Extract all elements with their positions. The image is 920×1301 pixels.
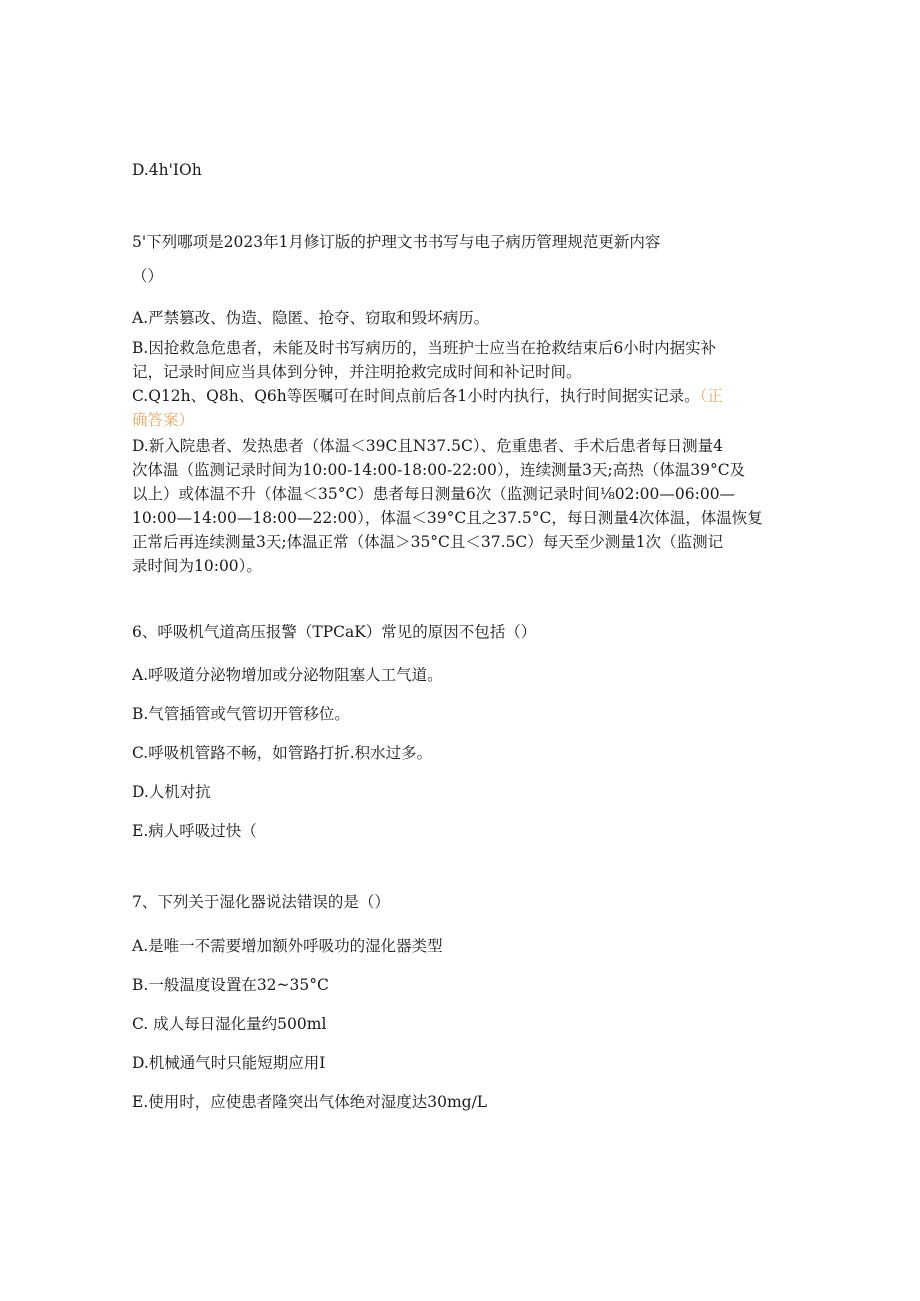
q5-option-d-line2: 次体温（监测记录时间为10:00-14:00-18:00-22:00），连续测量3天;高热（体温39°C及	[132, 461, 746, 479]
q5-option-d-line1: D.新入院患者、发热患者（体温＜39C且N37.5C）、危重患者、手术后患者每日测量4	[132, 437, 723, 455]
q5-option-d-line4: 10:00—14:00—18:00—22:00），体温＜39°C且之37.5°C，每日测量4次体温，体温恢复	[132, 509, 763, 527]
q6-option-d: D.人机对抗	[132, 783, 211, 801]
q7-stem: 7、下列关于湿化器说法错误的是（）	[132, 893, 390, 911]
q5-option-a: A.严禁篡改、伪造、隐匿、抢夺、窃取和毁坏病历。	[132, 309, 490, 327]
q5-option-b-line1: B.因抢救急危患者，未能及时书写病历的，当班护士应当在抢救结束后6小时内据实补	[132, 339, 717, 357]
q6-stem: 6、呼吸机气道高压报警（TPCaK）常见的原因不包括（）	[132, 623, 537, 641]
q7-option-a: A.是唯一不需要增加额外呼吸功的湿化器类型	[132, 937, 443, 955]
q5-option-c-text: C.Q12h、Q8h、Q6h等医嘱可在时间点前后各1小时内执行，执行时间据实记录。	[132, 387, 700, 405]
q5-option-b-line2: 记，记录时间应当具体到分钟，并注明抢救完成时间和补记时间。	[132, 363, 582, 381]
q5-correct-answer-mark-cont: 确答案）	[132, 411, 195, 429]
q5-correct-answer-mark: （正	[699, 387, 723, 405]
q6-option-c: C.呼吸机管路不畅，如管路打折.积水过多。	[132, 744, 433, 762]
q6-option-a: A.呼吸道分泌物增加或分泌物阻塞人工气道。	[132, 666, 443, 684]
q7-option-d: D.机械通气时只能短期应用I	[132, 1054, 326, 1072]
q5-option-d-line5: 正常后再连续测量3天;体温正常（体温＞35°C且＜37.5C）每天至少测量1次（监测记	[132, 533, 724, 551]
q7-option-e: E.使用时，应使患者隆突出气体绝对湿度达30mg∕L	[132, 1093, 488, 1111]
q6-option-b: B.气管插管或气管切开管移位。	[132, 705, 350, 723]
q5-option-d-line6: 录时间为10:00）。	[132, 557, 262, 575]
q5-option-c-line1	[132, 384, 792, 409]
q5-paren: （）	[132, 267, 164, 285]
q4-option-d: D.4h'IOh	[132, 161, 202, 179]
q7-option-c: C. 成人每日湿化量约500ml	[132, 1015, 327, 1033]
q5-stem: 5'下列哪项是2023年1月修订版的护理文书书写与电子病历管理规范更新内容	[132, 233, 661, 251]
q5-option-d-line3: 以上）或体温不升（体温＜35°C）患者每日测量6次（监测记录时间⅛02:00—06:00—	[132, 485, 736, 503]
q6-option-e: E.病人呼吸过快（	[132, 822, 257, 840]
q7-option-b: B.一般温度设置在32~35°C	[132, 976, 329, 994]
